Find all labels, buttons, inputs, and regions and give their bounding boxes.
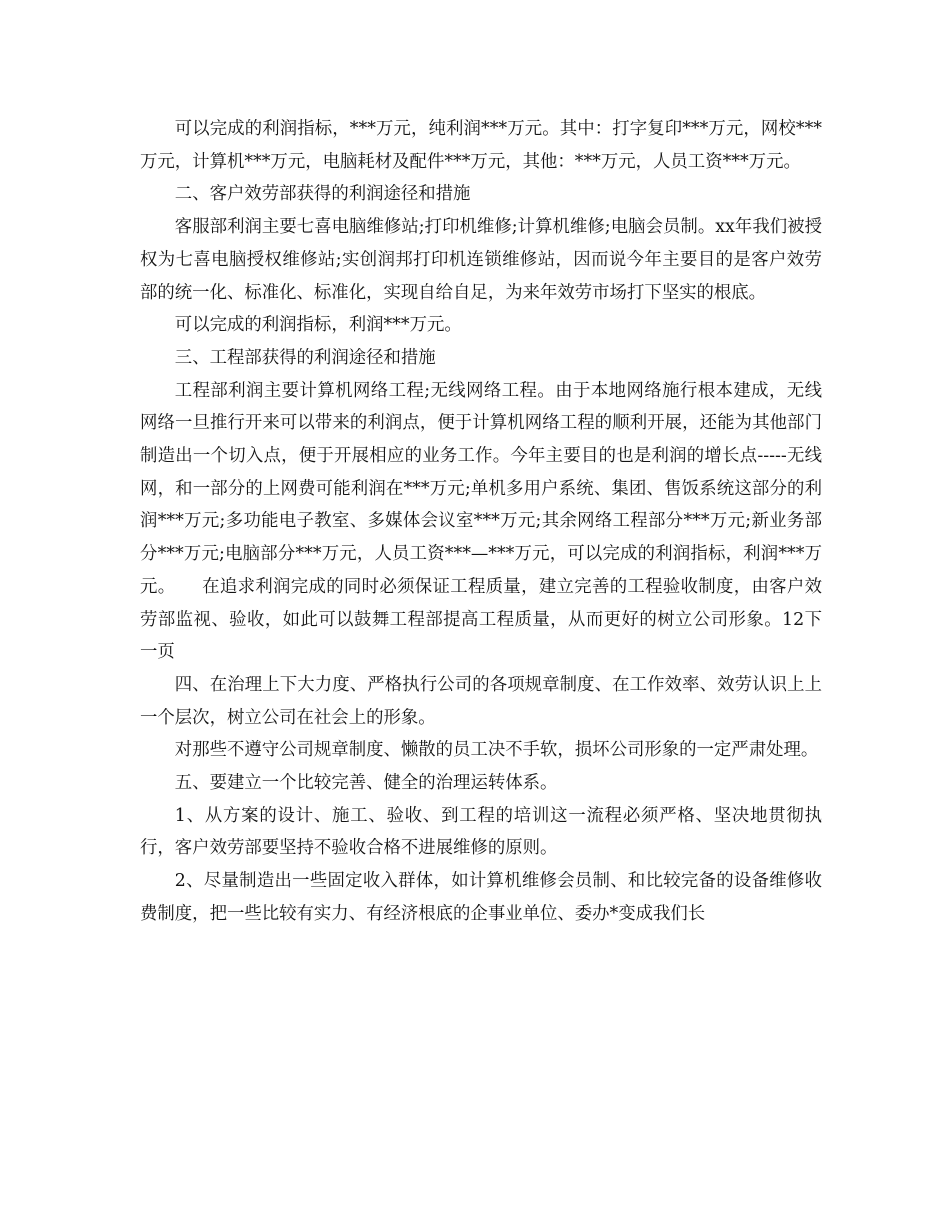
list-item-fixed-income: 2、尽量制造出一些固定收入群体，如计算机维修会员制、和比较完备的设备维修收费制度，把一些比较有实力、有经济根底的企事业单位、委办*变成我们长 [140, 871, 822, 924]
heading-operation-system: 五、要建立一个比较完善、健全的治理运转体系。 [174, 773, 558, 794]
heading-management: 四、在治理上下大力度、严格执行公司的各项规章制度、在工作效率、效劳认识上上一个层次，树立公司在社会上的形象。 [140, 674, 822, 728]
heading-customer-service-dept: 二、客户效劳部获得的利润途径和措施 [174, 184, 471, 205]
list-item-process: 1、从方案的设计、施工、验收、到工程的培训这一流程必须严格、坚决地贯彻执行，客户效劳部要坚持不验收合格不进展维修的原则。 [140, 805, 822, 859]
paragraph-customer-service-target: 可以完成的利润指标，利润***万元。 [174, 315, 462, 336]
paragraph-discipline: 对那些不遵守公司规章制度、懒散的员工决不手软，损坏公司形象的一定严肃处理。 [174, 740, 819, 761]
heading-engineering-dept: 三、工程部获得的利润途径和措施 [174, 347, 436, 368]
paragraph-engineering: 工程部利润主要计算机网络工程;无线网络工程。由于本地网络施行根本建成，无线网络一旦推行开来可以带来的利润点，便于计算机网络工程的顺利开展，还能为其他部门制造出一个切入点，便于开展相应的业务工作。今年主要目的也是利润的增长点-----无线网，和一部分的上网费可能利润在***万元;单机多用户系统、集团、售饭系统这部分的利润***万元;多功能电子教室、多媒体会议室***万元;其余网络工程部分***万元;新业务部分***万元;电脑部分***万元，人员工资***—***万元，可以完成的利润指标，利润***万元。 在追求利润完成的同时必须保证工程质量，建立完善的工程验收制度，由客户效劳部监视、验收，如此可以鼓舞工程部提高工程质量，从而更好的树立公司形象。12下一页 [140, 380, 822, 663]
document-page [140, 113, 822, 931]
paragraph-profit-targets: 可以完成的利润指标，***万元，纯利润***万元。其中：打字复印***万元，网校***万元，计算机***万元，电脑耗材及配件***万元，其他：***万元，人员工资***万元。 [140, 119, 822, 172]
paragraph-customer-service: 客服部利润主要七喜电脑维修站;打印机维修;计算机维修;电脑会员制。xx年我们被授权为七喜电脑授权维修站;实创润邦打印机连锁维修站，因而说今年主要目的是客户效劳部的统一化、标准化、标准化，实现自给自足，为来年效劳市场打下坚实的根底。 [140, 217, 822, 303]
